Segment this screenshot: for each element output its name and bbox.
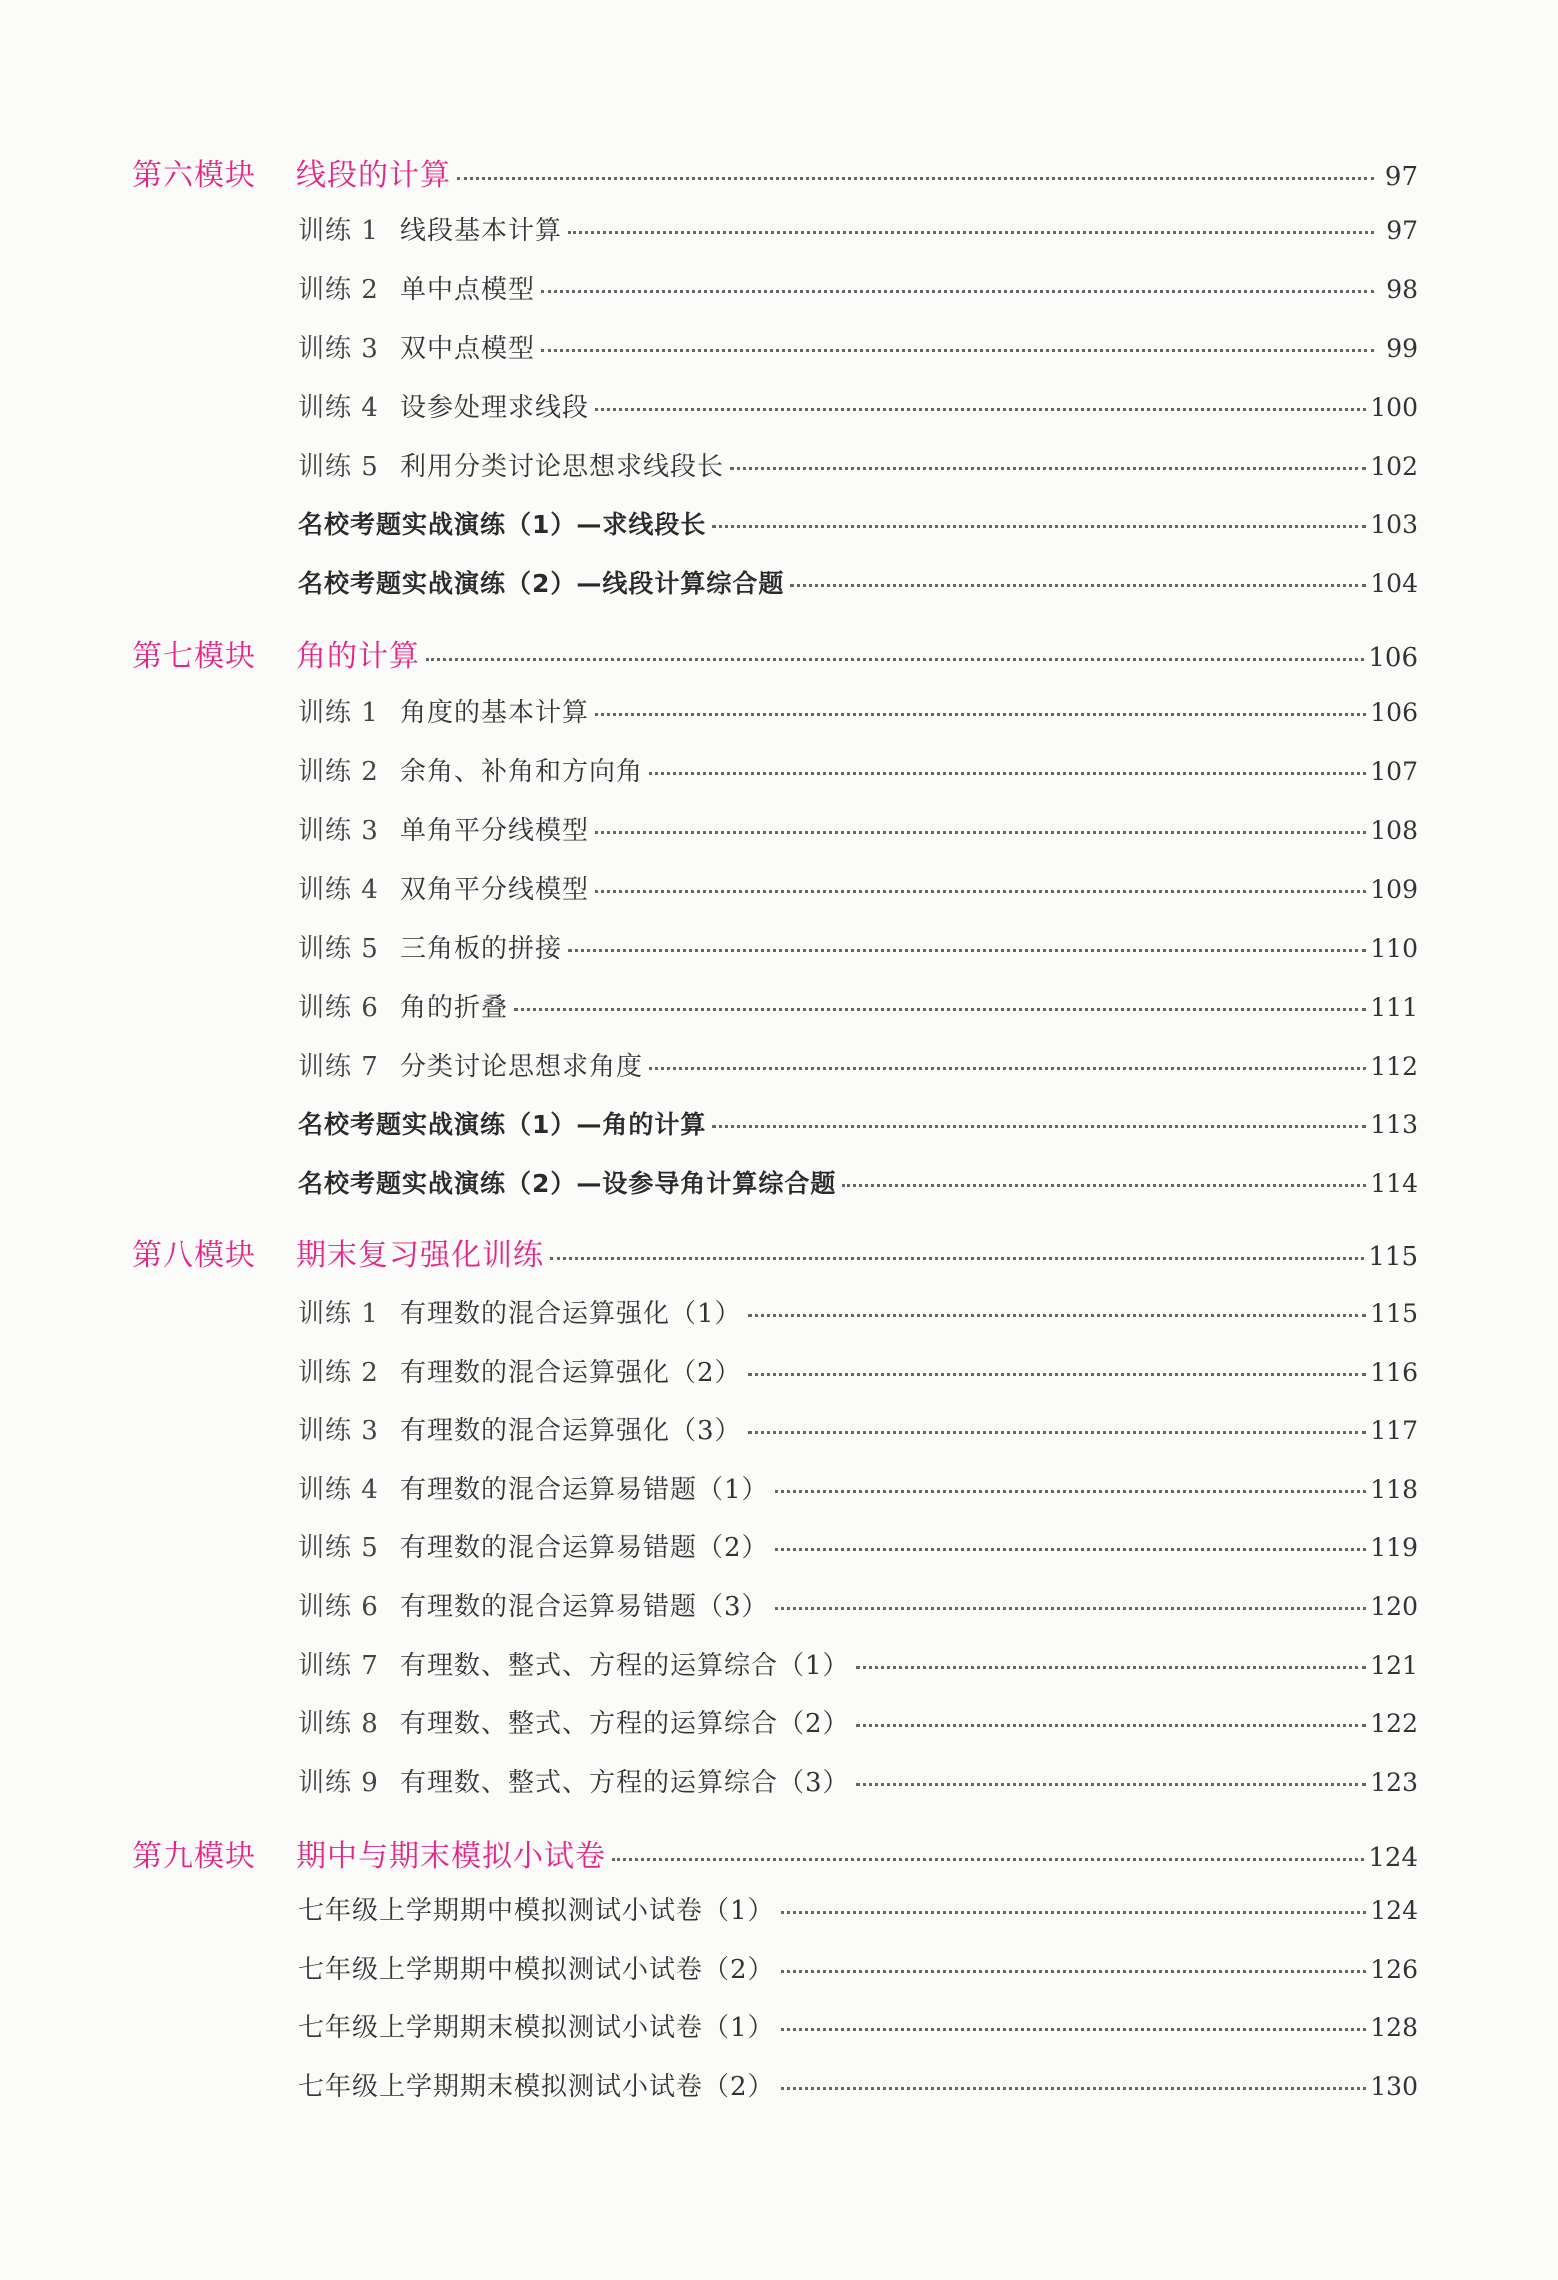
page-number: 115 [1370,1299,1418,1328]
entry-label: 训练 3 [298,816,379,846]
dot-leader [612,1858,1364,1861]
page-number: 120 [1370,1592,1418,1621]
page-number: 98 [1386,275,1418,304]
dot-leader [781,1911,1367,1914]
entry-label: 训练 5 [298,452,379,482]
page-number: 122 [1370,1709,1418,1739]
toc-module-row[interactable] [132,1230,1418,1282]
entry-label: 训练 3 [298,334,379,364]
toc-entry-row[interactable] [298,1949,1418,1995]
toc-entry-row[interactable] [298,1645,1418,1691]
page-number: 116 [1370,1357,1418,1387]
entry-label: 训练 5 [298,1533,379,1564]
entry-label: 训练 9 [298,1767,379,1798]
page-number: 124 [1368,1843,1418,1873]
entry-label: 训练 2 [298,1357,379,1388]
entry-title: 有理数的混合运算易错题（2） [400,1533,769,1564]
dot-leader [712,525,1366,528]
toc-entry-row[interactable] [298,1352,1418,1398]
dot-leader [457,177,1374,180]
module-title: 线段的计算 [296,158,451,193]
page-number: 106 [1370,698,1418,727]
entry-title: 七年级上学期期中模拟测试小试卷（2） [298,1954,775,1985]
toc-entry-row[interactable] [298,1527,1418,1573]
dot-leader [856,1783,1367,1786]
entry-label: 训练 3 [298,1416,379,1447]
entry-title: 七年级上学期期末模拟测试小试卷（1） [298,2013,775,2043]
entry-title: 七年级上学期期末模拟测试小试卷（2） [298,2071,775,2102]
toc-entry-row[interactable] [298,387,1418,433]
dot-leader [595,890,1366,893]
entry-title: 角的折叠 [400,993,509,1023]
entry-title: 七年级上学期期中模拟测试小试卷（1） [298,1896,775,1926]
entry-label: 训练 1 [298,216,379,246]
module-label: 第六模块 [132,158,256,193]
toc-entry-row[interactable] [298,1046,1418,1092]
page-number: 128 [1370,2013,1418,2042]
toc-entry-row[interactable] [298,1293,1418,1339]
page-number: 126 [1370,1954,1418,1984]
page-number: 104 [1370,569,1418,598]
dot-leader [842,1184,1366,1187]
entry-title: 分类讨论思想求角度 [400,1052,644,1082]
toc-entry-row[interactable] [298,2066,1418,2112]
entry-title: 线段基本计算 [400,216,563,246]
toc-entry-row[interactable] [298,1164,1418,1210]
entry-label: 训练 4 [298,875,379,905]
dot-leader [595,408,1366,411]
dot-leader [730,467,1366,470]
toc-entry-row[interactable] [298,269,1418,315]
entry-title: 有理数的混合运算强化（1） [400,1299,742,1329]
entry-label: 训练 6 [298,1592,379,1622]
entry-label: 训练 5 [298,934,379,964]
entry-title: 名校考题实战演练（1）—求线段长 [298,510,707,539]
page-number: 107 [1370,757,1418,786]
entry-title: 余角、补角和方向角 [400,757,644,787]
toc-entry-row[interactable] [298,328,1418,374]
page-number: 106 [1368,643,1418,673]
entry-title: 有理数的混合运算易错题（1） [400,1474,769,1505]
dot-leader [748,1431,1367,1434]
toc-entry-row[interactable] [298,692,1418,738]
page-number: 124 [1370,1896,1418,1925]
page-number: 119 [1370,1533,1418,1563]
toc-entry-row[interactable] [298,1586,1418,1632]
dot-leader [748,1373,1367,1376]
toc-entry-row[interactable] [298,751,1418,797]
dot-leader [781,2028,1367,2031]
dot-leader [781,1970,1367,1973]
module-title: 期中与期末模拟小试卷 [296,1839,606,1874]
page-number: 113 [1370,1110,1418,1139]
toc-entry-row[interactable] [298,1105,1418,1151]
entry-title: 单角平分线模型 [400,816,590,846]
entry-title: 名校考题实战演练（2）—设参导角计算综合题 [298,1169,837,1198]
entry-label: 训练 4 [298,393,379,423]
toc-entry-row[interactable] [298,2007,1418,2053]
dot-leader [775,1607,1367,1610]
dot-leader [790,584,1366,587]
toc-entry-row[interactable] [298,1410,1418,1456]
dot-leader [781,2087,1367,2090]
page-number: 102 [1370,452,1418,481]
page-number: 100 [1370,393,1418,422]
entry-label: 训练 2 [298,275,379,305]
page-number: 117 [1370,1416,1418,1446]
toc-entry-row[interactable] [298,810,1418,856]
dot-leader [856,1666,1367,1669]
dot-leader [568,949,1366,952]
dot-leader [550,1257,1364,1260]
entry-title: 角度的基本计算 [400,698,590,728]
module-title: 角的计算 [296,639,420,674]
entry-label: 训练 8 [298,1709,379,1740]
page-number: 97 [1386,216,1418,245]
page-number: 111 [1370,993,1418,1022]
entry-title: 有理数、整式、方程的运算综合（3） [400,1767,850,1798]
page-number: 115 [1368,1242,1418,1272]
entry-title: 双角平分线模型 [400,875,590,905]
page-number: 97 [1384,162,1418,192]
toc-entry-row[interactable] [298,928,1418,974]
entry-title: 有理数的混合运算强化（2） [400,1357,742,1388]
dot-leader [748,1314,1367,1317]
entry-label: 训练 7 [298,1052,379,1082]
page-number: 103 [1370,510,1418,539]
toc-entry-row[interactable] [298,1762,1418,1808]
dot-leader [775,1548,1367,1551]
dot-leader [856,1724,1367,1727]
page-number: 118 [1370,1474,1418,1504]
entry-title: 名校考题实战演练（1）—角的计算 [298,1110,707,1139]
entry-label: 训练 7 [298,1650,379,1681]
dot-leader [541,349,1374,352]
dot-leader [649,1067,1366,1070]
toc-entry-row[interactable] [298,446,1418,492]
entry-title: 三角板的拼接 [400,934,563,964]
toc-entry-row[interactable] [298,210,1418,256]
dot-leader [649,772,1366,775]
module-label: 第七模块 [132,639,256,674]
dot-leader [426,658,1364,661]
entry-title: 有理数的混合运算强化（3） [400,1416,742,1447]
entry-title: 利用分类讨论思想求线段长 [400,452,725,482]
module-title: 期末复习强化训练 [296,1238,544,1273]
toc-module-row[interactable] [132,150,1418,202]
page-number: 123 [1370,1767,1418,1797]
toc-entry-row[interactable] [298,505,1418,551]
entry-title: 设参处理求线段 [400,393,590,423]
entry-title: 双中点模型 [400,334,536,364]
page-number: 112 [1370,1052,1418,1081]
entry-label: 训练 6 [298,993,379,1023]
page-number: 109 [1370,875,1418,904]
toc-entry-row[interactable] [298,1890,1418,1936]
entry-title: 有理数、整式、方程的运算综合（2） [400,1709,850,1740]
page-number: 121 [1370,1650,1418,1680]
dot-leader [712,1125,1366,1128]
dot-leader [775,1490,1367,1493]
dot-leader [541,290,1374,293]
entry-label: 训练 4 [298,1474,379,1505]
page-number: 99 [1386,334,1418,363]
toc-entry-row[interactable] [298,869,1418,915]
entry-title: 名校考题实战演练（2）—线段计算综合题 [298,569,785,598]
dot-leader [514,1008,1366,1011]
toc-entry-row[interactable] [298,1703,1418,1749]
dot-leader [595,831,1366,834]
entry-title: 有理数的混合运算易错题（3） [400,1592,769,1622]
page-number: 114 [1370,1169,1418,1198]
entry-label: 训练 1 [298,1299,379,1329]
entry-title: 单中点模型 [400,275,536,305]
page-number: 108 [1370,816,1418,845]
toc-entry-row[interactable] [298,987,1418,1033]
toc-entry-row[interactable] [298,1469,1418,1515]
module-label: 第八模块 [132,1238,256,1273]
toc-module-row[interactable] [132,631,1418,683]
entry-label: 训练 1 [298,698,379,728]
dot-leader [568,231,1374,234]
dot-leader [595,713,1366,716]
page-number: 110 [1370,934,1418,963]
toc-module-row[interactable] [132,1831,1418,1883]
module-label: 第九模块 [132,1839,256,1874]
toc-entry-row[interactable] [298,564,1418,610]
entry-title: 有理数、整式、方程的运算综合（1） [400,1650,850,1681]
entry-label: 训练 2 [298,757,379,787]
page-number: 130 [1370,2071,1418,2101]
